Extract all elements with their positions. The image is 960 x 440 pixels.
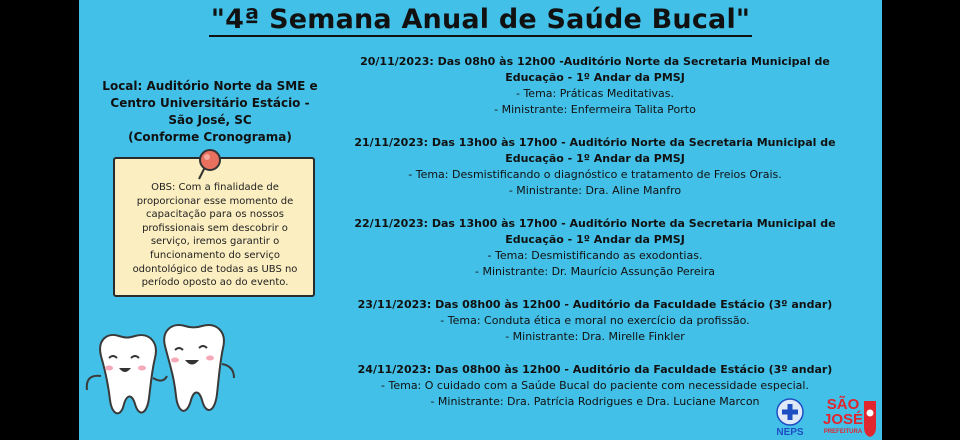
location-line: Centro Universitário Estácio - — [110, 96, 310, 110]
note-card — [113, 157, 315, 297]
event-heading: Educação - 1º Andar da PMSJ — [505, 152, 685, 165]
note-text — [123, 181, 307, 290]
tooth-mascots-illustration — [79, 318, 249, 440]
note-line: funcionamento do serviço — [150, 249, 280, 261]
event-heading: 23/11/2023: Das 08h00 às 12h00 - Auditório da Faculdade Estácio (3º andar) — [357, 298, 833, 311]
pushpin-icon — [195, 149, 223, 181]
note-line: período oposto ao do evento. — [141, 277, 289, 289]
page-title — [79, 4, 882, 35]
note-line: capacitação para os nossos — [146, 209, 284, 221]
event-topic: - Tema: Práticas Meditativas. — [515, 87, 675, 100]
neps-logo — [776, 399, 804, 437]
event-topic: - Tema: O cuidado com a Saúde Bucal do paciente com necessidade especial. — [381, 379, 809, 392]
prefeitura-label: PREFEITURA — [823, 429, 863, 435]
note-line: odontológico de todas as UBS no — [132, 263, 298, 275]
schedule-item — [326, 135, 864, 199]
event-heading: Educação - 1º Andar da PMSJ — [505, 233, 685, 246]
poster — [79, 0, 882, 440]
event-speaker: - Ministrante: Dra. Mirelle Finkler — [505, 330, 685, 343]
location-line: Local: Auditório Norte da SME e — [102, 79, 318, 93]
event-topic: - Tema: Desmistificando as exodontias. — [487, 249, 703, 262]
event-speaker: - Ministrante: Dra. Aline Manfro — [508, 184, 682, 197]
tooth-character-icon — [87, 335, 167, 413]
event-speaker: - Ministrante: Dr. Maurício Assunção Pereira — [474, 265, 715, 278]
neps-label: NEPS — [776, 427, 804, 437]
schedule-item — [326, 297, 864, 345]
schedule-item — [326, 216, 864, 280]
event-topic: - Tema: Conduta ética e moral no exercício da profissão. — [440, 314, 750, 327]
note-line: serviço, iremos garantir o — [150, 236, 280, 248]
event-heading: 21/11/2023: Das 13h00 às 17h00 - Auditório Norte da Secretaria Municipal de — [354, 136, 836, 149]
event-heading: 20/11/2023: Das 08h0 às 12h00 -Auditório Norte da Secretaria Municipal de — [360, 55, 830, 68]
institution-logos — [773, 393, 879, 437]
sao-jose-logo — [823, 395, 876, 437]
event-speaker: - Ministrante: Enfermeira Talita Porto — [494, 103, 696, 116]
note-line: OBS: Com a finalidade de — [151, 182, 279, 193]
schedule-item — [326, 54, 864, 118]
event-topic: - Tema: Desmistificando o diagnóstico e tratamento de Freios Orais. — [408, 168, 782, 181]
note-line: profissionais sem descobrir o — [142, 222, 288, 234]
title-text: "4ª Semana Anual de Saúde Bucal" — [210, 4, 751, 35]
tooth-character-icon — [164, 325, 234, 411]
event-speaker: - Ministrante: Dra. Patrícia Rodrigues e Dra. Luciane Marcon — [430, 395, 760, 408]
location-line: (Conforme Cronograma) — [128, 130, 292, 144]
schedule — [326, 54, 864, 427]
event-heading: Educação - 1º Andar da PMSJ — [505, 71, 685, 84]
event-heading: 22/11/2023: Das 13h00 às 17h00 - Auditório Norte da Secretaria Municipal de — [354, 217, 836, 230]
location-block — [101, 78, 319, 146]
location-line: São José, SC — [168, 113, 252, 127]
note-line: proporcionar esse momento de — [136, 195, 294, 207]
event-heading: 24/11/2023: Das 08h00 às 12h00 - Auditório da Faculdade Estácio (3º andar) — [357, 363, 833, 376]
sao-jose-label: SÃO — [826, 396, 860, 413]
sao-jose-label: JOSÉ — [822, 411, 864, 428]
